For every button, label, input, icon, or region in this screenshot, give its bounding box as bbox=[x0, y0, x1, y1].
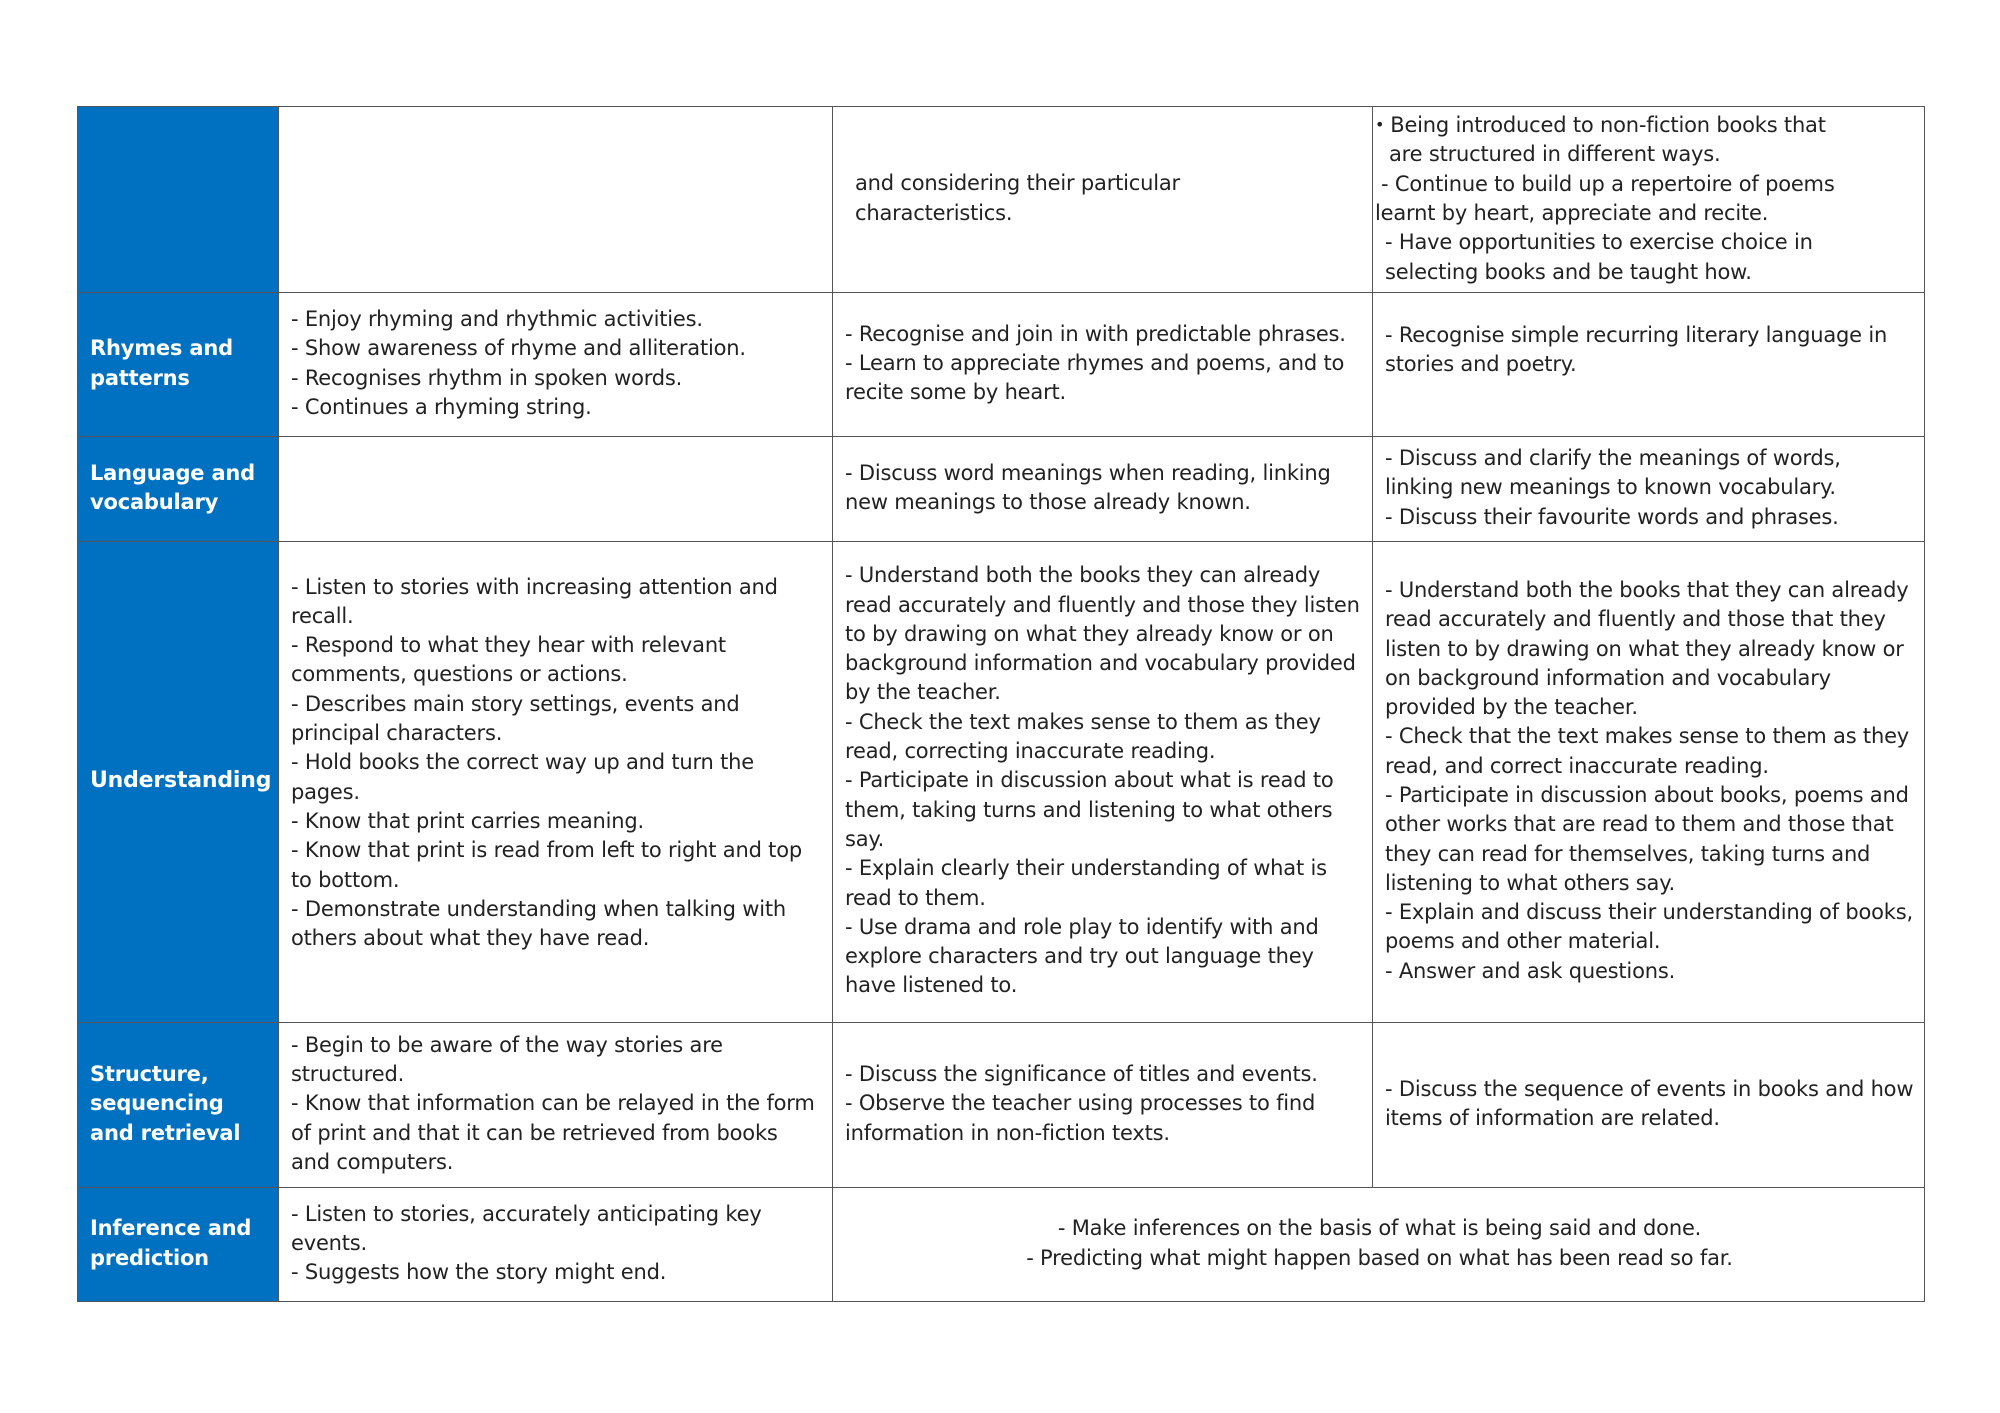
cell-early-years bbox=[279, 437, 833, 542]
cell-line: - Explain and discuss their understanding of books, poems and other material. bbox=[1385, 900, 1913, 954]
cell-line: - Enjoy rhyming and rhythmic activities. bbox=[291, 306, 703, 331]
cell-line: - Recognise simple recurring literary language in stories and poetry. bbox=[1385, 323, 1888, 377]
cell-line: - Check the text makes sense to them as they read, correcting inaccurate reading. bbox=[845, 709, 1321, 764]
cell-line: - Discuss their favourite words and phrases. bbox=[1385, 504, 1839, 529]
cell-line: - Continue to build up a repertoire of poems bbox=[1381, 171, 1835, 196]
cell-line: - Discuss word meanings when reading, linking new meanings to those already known. bbox=[845, 460, 1331, 514]
cell-line: - Answer and ask questions. bbox=[1385, 958, 1676, 983]
row-label: Inference and prediction bbox=[78, 1188, 279, 1302]
cell-line: - Participate in discussion about what is read to them, taking turns and listening to what others say. bbox=[845, 768, 1334, 851]
reading-curriculum-table bbox=[77, 106, 1925, 1302]
cell-year2 bbox=[1373, 293, 1925, 437]
cell-line: - Discuss the significance of titles and events. bbox=[845, 1062, 1318, 1087]
cell-line: and considering their particular bbox=[855, 171, 1180, 196]
cell-line: - Recognise and join in with predictable phrases. bbox=[845, 321, 1346, 346]
row-label: Understanding bbox=[78, 542, 279, 1023]
cell-line: - Know that print is read from left to right and top to bottom. bbox=[291, 838, 802, 892]
cell-line: - Learn to appreciate rhymes and poems, and to recite some by heart. bbox=[845, 350, 1345, 405]
table-row-inference-and-prediction bbox=[78, 1188, 1925, 1302]
cell-line: - Listen to stories, accurately anticipating key events. bbox=[291, 1201, 762, 1255]
cell-early-years bbox=[279, 293, 833, 437]
cell-line: - Hold books the correct way up and turn the pages. bbox=[291, 750, 754, 804]
cell-line: learnt by heart, appreciate and recite. bbox=[1375, 201, 1769, 225]
cell-year2 bbox=[1373, 542, 1925, 1023]
cell-line: - Listen to stories with increasing attention and recall. bbox=[291, 574, 778, 628]
cell-line: - Suggests how the story might end. bbox=[291, 1260, 667, 1285]
table-row-understanding bbox=[78, 542, 1925, 1023]
cell-line: are structured in different ways. bbox=[1389, 142, 1721, 167]
cell-year1 bbox=[833, 437, 1373, 542]
cell-line: - Understand both the books they can already read accurately and fluently and those they listen to by drawing on what they already know or on background information and vocabulary provided by the teacher. bbox=[845, 563, 1360, 705]
cell-year1 bbox=[833, 1023, 1373, 1188]
row-label: Language and vocabulary bbox=[78, 437, 279, 542]
cell-year1-year2-merged bbox=[833, 1188, 1925, 1302]
cell-line: - Explain clearly their understanding of what is read to them. bbox=[845, 856, 1327, 910]
table-row-structure-sequencing-retrieval bbox=[78, 1023, 1925, 1188]
cell-line: - Demonstrate understanding when talking with others about what they have read. bbox=[291, 896, 786, 951]
cell-line: - Observe the teacher using processes to find information in non-fiction texts. bbox=[845, 1091, 1316, 1145]
cell-line: - Show awareness of rhyme and alliteration. bbox=[291, 336, 746, 361]
cell-line: - Respond to what they hear with relevant comments, questions or actions. bbox=[291, 633, 726, 687]
cell-line: - Check that the text makes sense to them as they read, and correct inaccurate reading. bbox=[1385, 724, 1910, 778]
cell-year2 bbox=[1373, 437, 1925, 542]
cell-line: - Use drama and role play to identify with and explore characters and try out language they have listened to. bbox=[845, 914, 1319, 998]
cell-line: characteristics. bbox=[855, 200, 1013, 225]
cell-line: - Know that print carries meaning. bbox=[291, 808, 644, 833]
cell-line: - Participate in discussion about books, poems and other works that are read to them and those that they can read for themselves, taking turns and listening to what others say. bbox=[1385, 783, 1909, 895]
cell-year2 bbox=[1373, 107, 1925, 293]
cell-line: - Describes main story settings, events and principal characters. bbox=[291, 691, 740, 746]
cell-line: - Begin to be aware of the way stories are structured. bbox=[291, 1032, 723, 1087]
cell-line: - Have opportunities to exercise choice in bbox=[1385, 230, 1813, 255]
table-row-rhymes-and-patterns bbox=[78, 293, 1925, 437]
cell-line: - Understand both the books that they can already read accurately and fluently and those that they listen to by drawing on what they already know or on background information and vocabulary provided by the teacher. bbox=[1385, 577, 1909, 720]
cell-year1 bbox=[833, 107, 1373, 293]
table-row-language-and-vocabulary bbox=[78, 437, 1925, 542]
cell-year1 bbox=[833, 293, 1373, 437]
cell-early-years bbox=[279, 542, 833, 1023]
table-row-continuation bbox=[78, 107, 1925, 293]
cell-year2 bbox=[1373, 1023, 1925, 1188]
cell-early-years bbox=[279, 1188, 833, 1302]
cell-early-years bbox=[279, 107, 833, 293]
cell-line: - Recognises rhythm in spoken words. bbox=[291, 365, 683, 390]
cell-line: - Discuss and clarify the meanings of words, linking new meanings to known vocabulary. bbox=[1385, 446, 1841, 500]
cell-early-years bbox=[279, 1023, 833, 1188]
row-label-blank bbox=[78, 107, 279, 293]
cell-year1 bbox=[833, 542, 1373, 1023]
cell-line: selecting books and be taught how. bbox=[1385, 259, 1752, 284]
cell-line: - Predicting what might happen based on what has been read so far. bbox=[1026, 1245, 1733, 1270]
cell-line: - Continues a rhyming string. bbox=[291, 394, 592, 419]
cell-line: - Know that information can be relayed in the form of print and that it can be retrieved from books and computers. bbox=[291, 1091, 815, 1174]
cell-line: - Make inferences on the basis of what is being said and done. bbox=[1057, 1216, 1702, 1241]
row-label: Structure, sequencing and retrieval bbox=[78, 1023, 279, 1188]
row-label: Rhymes and patterns bbox=[78, 293, 279, 437]
cell-line: Being introduced to non-fiction books that bbox=[1390, 113, 1826, 138]
bullet-item bbox=[1375, 110, 1914, 140]
cell-line: - Discuss the sequence of events in books and how items of information are related. bbox=[1385, 1076, 1914, 1130]
